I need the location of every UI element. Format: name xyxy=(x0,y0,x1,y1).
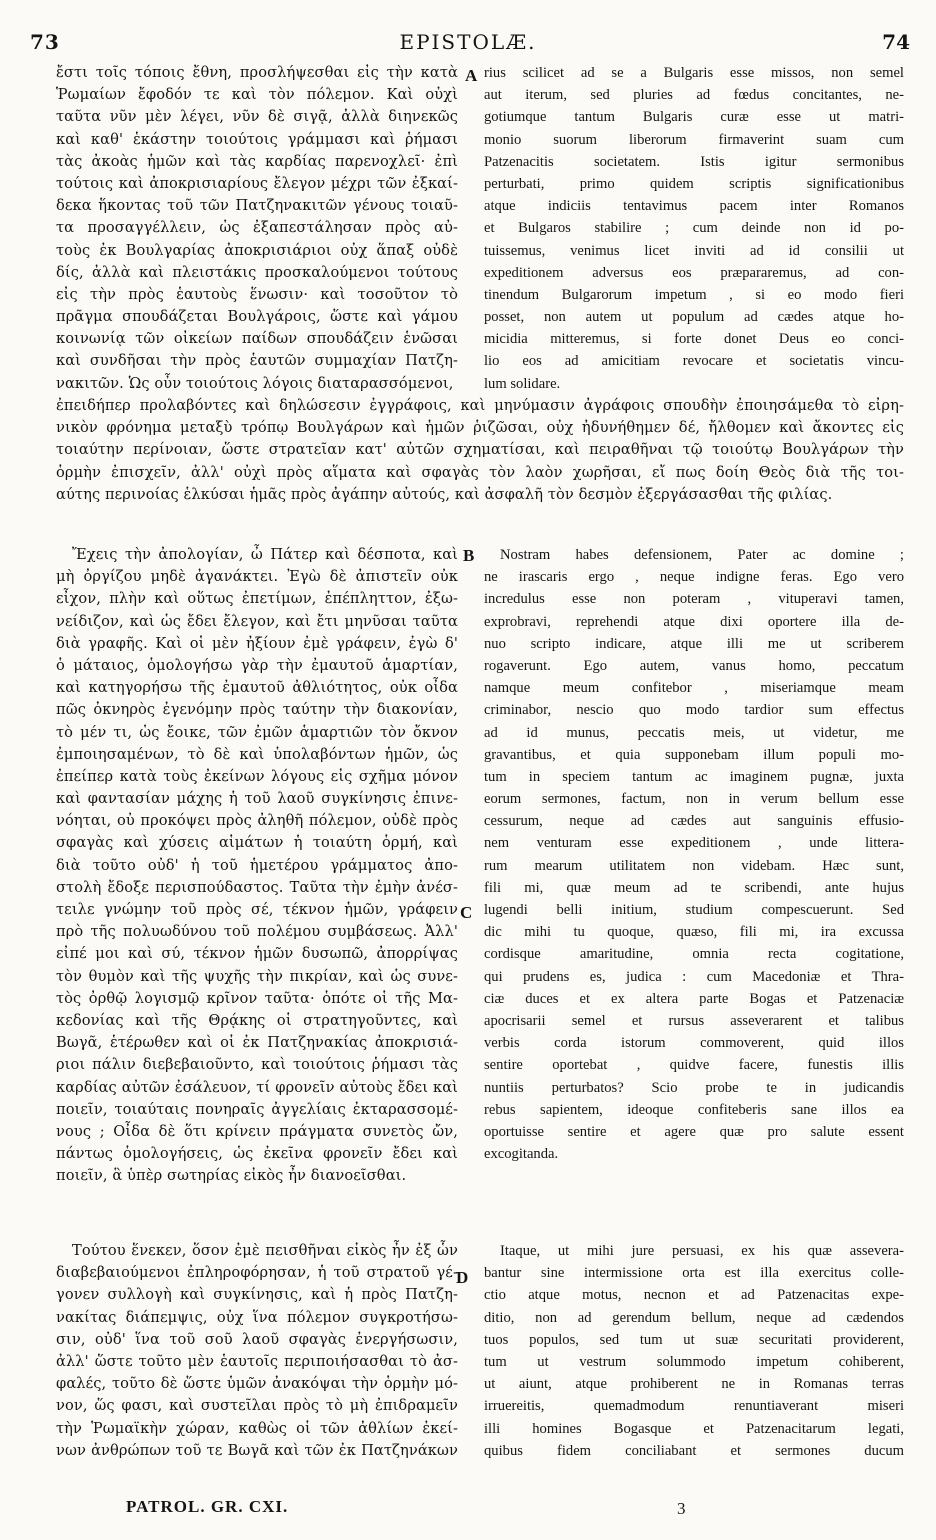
text-line: τὴν Ῥωμαϊκὴν χώραν, καθὼς οἱ τῶν ἀθλίων ἐκεί- xyxy=(56,1419,458,1437)
greek-column-section-bc xyxy=(56,544,458,1187)
text-line: cordisque amaritudine, omnia recta cogitatione, xyxy=(484,946,904,963)
margin-marker-b: B xyxy=(463,546,475,565)
text-line: φαλές, τοῦτο δὲ ὥστε ὑμῶν ἀνακόψαι τὴν ὁρμὴν μό- xyxy=(56,1375,458,1393)
text-line: στολὴ ἔδοξε περισπούδαστος. Ταῦτα τὴν ἐμὴν ἀνέσ- xyxy=(56,878,458,896)
text-line: illi homines Bogasque et Patzenacitarum legati, xyxy=(484,1420,904,1437)
text-line: διαβεβαιούμενοι ἐπληροφόρησαν, ἡ τοῦ στρατοῦ γέ- xyxy=(56,1264,458,1282)
text-line: δεκα ἥκοντας τοῦ τῶν Πατζηνακιτῶν γένους τοιαῦ- xyxy=(56,197,458,215)
text-line: rebus sapientem, ideoque confiteberis sane illos ea xyxy=(484,1101,904,1118)
margin-marker-c: C xyxy=(460,903,473,922)
text-line: ciæ duces et ex altera parte Bogas et Patzenaciæ xyxy=(484,990,904,1007)
text-line: irruereitis, quemadmodum renuntiaverant miseri xyxy=(484,1398,904,1415)
text-line: Patzenacitis societatem. Istis igitur sermonibus xyxy=(484,153,904,170)
text-line: τὰς ἀκοὰς ἡμῶν καὶ τὰς καρδίας παρενοχλεῖ· ἐπὶ xyxy=(56,152,458,170)
text-line: micidia mitteremus, si forte donet Deus eo conci- xyxy=(484,331,904,348)
text-line: posset, non autem ut populum ad cædes atque ho- xyxy=(484,309,904,326)
text-line: διὰ τοῦτο οὐδ' ἡ τοῦ ἡμετέρου γράμματος ἀπο- xyxy=(56,856,458,874)
text-line: rogaverunt. Ego autem, vanus homo, peccatum xyxy=(484,657,904,674)
text-line: Ῥωμαίων ἔφοδόν τε καὶ τὸν πόλεμον. Καὶ οὐχὶ xyxy=(56,86,458,104)
text-line: νακιτῶν. Ὡς οὖν τοιούτοις λόγοις διαταρασσόμενοι, xyxy=(56,374,454,392)
text-line: gravantibus, et quia supponebam illum populi mo- xyxy=(484,746,904,763)
text-line: γονεν συλλογὴ καὶ συγκίνησις, καὶ ἡ πρὸς Πατζη- xyxy=(56,1286,458,1304)
text-line: perturbati, primo quidem scriptis significationibus xyxy=(484,175,904,192)
text-line: εἶχον, πλὴν καὶ οὕτως ἐπετίμων, ἐπέπληττον, ἐξω- xyxy=(56,590,458,608)
text-line: πρὸ τῆς πολυωδύνου τοῦ πολέμου συμβάσεως. Ἀλλ' xyxy=(56,923,458,941)
text-line: πῶς ὀκνηρὸς ἐγενόμην πρὸς ταύτην τὴν διακονίαν, xyxy=(56,701,458,719)
text-line: νικὸν φρόνημα μεταξὺ τρόπῳ Βουλγάρων καὶ ἡμῶν ῥιζῶσαι, οὐχ ἠδυνήθημεν δέ, ἤλθομεν καὶ ἄκοντες εἰς xyxy=(56,419,904,437)
text-line: ταῦτα νῦν μὲν λέγει, νῦν δὲ σιγᾷ, ἀλλὰ διηνεκῶς xyxy=(56,108,458,126)
text-line: lugendi belli initium, studium compescuerunt. Sed xyxy=(484,902,904,918)
text-line: criminabor, nescio quo modo tardior sum effectus xyxy=(484,702,904,719)
text-line: τὸ μέν τι, ὡς ἔοικε, τῶν ἐμῶν ἁμαρτιῶν τὸν ὄκνον xyxy=(56,723,458,741)
latin-column-section-d xyxy=(484,1240,904,1462)
text-line: nem venturam esse expeditionem , unde littera- xyxy=(484,835,904,852)
text-line: ποιεῖν, τοιαύταις πονηραῖς ἀγγελίαις ἐκταρασσομέ- xyxy=(56,1100,458,1118)
text-line: eorum sermones, factum, non in verum bellum esse xyxy=(484,791,904,808)
text-line: exprobravi, reprehendi atque dixi oportere illa de- xyxy=(484,613,904,630)
text-line: ut aiunt, atque prohiberent ne in Romanas terras xyxy=(484,1376,904,1393)
greek-column-section-a xyxy=(56,62,458,395)
margin-marker-d: D xyxy=(456,1268,469,1287)
text-line: πάντως ὁμολογήσεις, ὡς ἐκεῖνα φρονεῖν ἔδει καὶ xyxy=(56,1145,458,1163)
text-line: tuos populos, sed tum ut suæ securitati providerent, xyxy=(484,1331,904,1348)
text-line: νείδιζον, καὶ ὡς ἔδει ἔλεγον, καὶ ἔτι μηνῦσαι ταῦτα xyxy=(56,612,458,630)
text-line: τα προσαγγέλλειν, ὡς ἐξαπεστάλησαν πρὸς αὐ- xyxy=(56,219,458,237)
text-line: Itaque, ut mihi jure persuasi, ex his quæ assevera- xyxy=(500,1243,904,1259)
text-line: τοὺς ἐκ Βουλγαρίας ἀποκρισιάριοι οὐχ ἅπαξ οὐδὲ xyxy=(56,241,458,259)
text-line: et Bulgaros stabilire ; cum deinde non id po- xyxy=(484,220,904,237)
text-line: καὶ κατηγορήσω τῆς ἐμαυτοῦ ἀθλιότητος, οὐκ οἶδα xyxy=(56,679,458,697)
text-line: τὸς ὀρθῷ λογισμῷ κρῖνον ταῦτα· ὁπότε οἱ τῆς Μα- xyxy=(56,989,458,1007)
text-line: Ἔχεις τὴν ἀπολογίαν, ὦ Πάτερ καὶ δέσποτα, καὶ xyxy=(72,546,458,563)
text-line: ἔστι τοῖς τόποις ἔθνη, προσλήψεσθαι εἰς τὴν κατὰ xyxy=(56,64,458,81)
text-line: qui prudens es, judica : cum Macedoniæ et Thra- xyxy=(484,968,904,985)
text-line: διὰ γραφῆς. Καὶ οἱ μὲν ἠξίουν ἐμὲ γράφειν, ἐγὼ δ' xyxy=(56,634,458,652)
greek-column-section-d xyxy=(56,1240,458,1462)
text-line: dic mihi tu quoque, quæso, fili mi, ira excussa xyxy=(484,924,904,941)
text-line: τὸν θυμὸν καὶ τῆς ψυχῆς τὴν πικρίαν, καὶ ὡς συνε- xyxy=(56,967,458,985)
text-line: ριοι πάλιν διεβεβαιοῦντο, καὶ τοιούτοις ῥήμασι τὰς xyxy=(56,1056,458,1074)
text-line: nuo scripto indicare, atque illi me ut scriberem xyxy=(484,635,904,652)
text-line: εἰς τὴν πρὸς ἑαυτοὺς ἕνωσιν· καὶ τοσοῦτον τὸ xyxy=(56,285,458,303)
text-line: atque indiciis tentavimus pacem inter Romanos xyxy=(484,198,904,215)
text-line: apocrisarii semel et rursus asseverarent et talibus xyxy=(484,1012,904,1029)
text-line: ὁ μάταιος, ὁμολογήσω γὰρ τὴν ἐμαυτοῦ ἁμαρτίαν, xyxy=(56,656,458,674)
text-line: αύτης περινοίας ἑλκύσαι ἡμᾶς πρὸς ἀγάπην αὐτούς, καὶ ἀσφαλῆ τὸν δεσμὸν ἐξεργάσασθαι τῆς φιλίας. xyxy=(56,485,833,503)
text-line: καὶ καθ' ἑκάστην τοιούτοις γράμμασι καὶ ῥήμασι xyxy=(56,130,458,148)
text-line: tuissemus, venimus licet inviti ad id consilii ut xyxy=(484,242,904,259)
right-page-number: 74 xyxy=(882,30,910,54)
text-line: ditio, non ad gerendum bellum, neque ad cædendos xyxy=(484,1309,904,1326)
text-line: sentire oportebat , quidve facere, funestis illis xyxy=(484,1057,904,1074)
text-line: καὶ φαντασίαν μάχης ἡ τοῦ λαοῦ συγκίνησις ἐπινε- xyxy=(56,790,458,808)
text-line: ὁρμὴν ἐπισχεῖν, ἀλλ' οὐχὶ πρὸς αἵματα καὶ σφαγὰς τὸν λαὸν χωρῆσαι, εἴ πως δοίη Θεὸς διὰ τῆς τοι- xyxy=(56,463,904,481)
text-line: νόηται, οὐ προκόψει πρὸς ἀληθῆ πόλεμον, οὐδὲ πρὸς xyxy=(56,812,458,830)
latin-column-section-a xyxy=(484,62,904,395)
text-line: rius scilicet ad se a Bulgaris esse missos, non semel xyxy=(484,65,904,81)
text-line: ctio atque motus, necnon et ad Patzenacitas expe- xyxy=(484,1287,904,1304)
latin-column-section-bc xyxy=(484,544,904,1165)
text-line: κοινωνίᾳ τῶν οἰκείων παίδων σπουδάζειν ἑνῶσαι xyxy=(56,330,458,348)
text-line: καρδίας αὐτῶν ἐσάλευον, τί φρονεῖν αὐτοὺς ἔδει καὶ xyxy=(56,1078,458,1096)
text-line: incredulus esse non poteram , vituperavi tamen, xyxy=(484,591,904,608)
text-line: κεδονίας καὶ τῆς Θρᾴκης οἱ στρατηγοῦντες, καὶ xyxy=(56,1011,458,1029)
text-line: εἰπέ μοι καὶ σύ, τέκνον ἡμῶν δυσωπῶ, ἀπορρίψας xyxy=(56,945,458,963)
text-line: oportuisse sentire et agere quæ pro salute essent xyxy=(484,1123,904,1140)
text-line: σιν, οὐδ' ἵνα τοῦ σοῦ λαοῦ σφαγὰς ἐνεργήσωσιν, xyxy=(56,1330,458,1348)
text-line: ἐμποιησαμένων, τὸ δὲ καὶ ὑπολαβόντων ἡμῶν, ὡς xyxy=(56,745,458,763)
text-line: ad id munus, peccatis meis, ut videtur, me xyxy=(484,724,904,741)
text-line: nuntiis perturbatos? Scio probe te in judicandis xyxy=(484,1079,904,1096)
text-line: aut iterum, sed pluries ad fœdus concitantes, ne- xyxy=(484,87,904,104)
text-line: νους ; Οἶδα δὲ ὅτι κρίνειν πράγματα συνετὸς ὤν, xyxy=(56,1122,458,1140)
text-line: ποιεῖν, ἃ ὑπὲρ σωτηρίας εἰκὸς ἦν διανοεῖσθαι. xyxy=(56,1167,407,1185)
text-line: gotiumque tantum Bulgaris curæ esse ut matri- xyxy=(484,109,904,126)
text-line: δίς, ἀλλὰ καὶ πλειστάκις προσκαλούμενοι τούτους xyxy=(56,263,458,281)
text-line: σφαγὰς καὶ χύσεις αἱμάτων ἡ τοιαύτη ὁρμή, καὶ xyxy=(56,834,458,852)
text-line: νων ἀνθρώπων τοῦ τε Βωγᾶ καὶ τῶν ἐκ Πατζηνάκων xyxy=(56,1441,458,1459)
margin-marker-a: A xyxy=(465,66,478,85)
footer-signature-mark: 3 xyxy=(677,1499,686,1518)
text-line: expeditionem adversus eos præpararemus, ad con- xyxy=(484,264,904,281)
text-line: νακίτας διάπεμψις, οὐχ ἵνα πόλεμον συγκροτήσω- xyxy=(56,1308,458,1326)
text-line: rum mearum utilitatem non videbam. Hæc sunt, xyxy=(484,857,904,874)
running-title: EPISTOLÆ. xyxy=(399,30,537,54)
text-line: excogitanda. xyxy=(484,1146,559,1163)
text-line: καὶ συνδῆσαι τὴν πρὸς ἑαυτῶν συμμαχίαν Πατζη- xyxy=(56,352,458,370)
text-line: lum solidare. xyxy=(484,375,561,392)
text-line: tinendum Bulgarorum impetum , si eo modo fieri xyxy=(484,286,904,303)
text-line: νον, ὥς φασι, καὶ συστεῖλαι πρὸς τὸ μὴ ἐπιδραμεῖν xyxy=(56,1397,458,1415)
text-line: fili mi, quæ meum ad te scribendi, ante hujus xyxy=(484,879,904,896)
text-line: τειλε γνώμην τοῦ πρὸς σέ, τέκνον ἡμῶν, γράφειν xyxy=(56,901,458,918)
text-line: cessurum, neque ad cædes aut sanguinis effusio- xyxy=(484,813,904,830)
text-line: tum in speciem tantum ac imaginem pugnæ, juxta xyxy=(484,768,904,785)
text-line: lio eos ad amicitiam revocare et societatis vincu- xyxy=(484,353,904,370)
greek-full-width-passage xyxy=(56,395,904,506)
text-line: bantur sine intermissione orta est illa exercitus colle- xyxy=(484,1265,904,1282)
text-line: ne irascaris ergo , neque indigne feras. Ego vero xyxy=(484,569,904,586)
text-line: verbis corda istorum commoverent, quid illos xyxy=(484,1035,904,1052)
text-line: μὴ ὀργίζου μηδὲ ἀγανάκτει. Ἐγὼ δὲ ἀπιστεῖν οὐκ xyxy=(56,568,458,586)
text-line: πρᾶγμα σπουδάζεται Βουλγάροις, ὥστε καὶ γάμου xyxy=(56,308,458,326)
text-line: ἀλλ' ὥστε τοῦτο μὲν ἑαυτοῖς περιποιήσασθαι τὸ ἀσ- xyxy=(56,1352,458,1370)
text-line: ἐπείπερ κατὰ τοὺς ἐκείνων λόγους εἰς σχῆμα μόνον xyxy=(56,767,458,785)
text-line: τοιαύτην περίνοιαν, ὥστε στρατεῖαν κατ' αὐτῶν σχηματίσαι, καὶ πειραθῆναι τῷ τοιούτῳ Βουλγάρων τὴν xyxy=(56,441,904,459)
text-line: Βωγᾶ, ἑτέρωθεν καὶ οἱ ἐκ Πατζηνακίας ἀποκρισιά- xyxy=(56,1034,458,1052)
left-page-number: 73 xyxy=(30,30,60,54)
text-line: tum ut vestrum solummodo impetum cohiberent, xyxy=(484,1353,904,1370)
text-line: τούτοις καὶ ἀποκρισιαρίους ἔλεγον μέχρι τῶν ἐξκαί- xyxy=(56,174,458,192)
footer-collection-reference: PATROL. GR. CXI. xyxy=(126,1497,289,1516)
text-line: ἐπειδήπερ προλαβόντες καὶ δηλώσεσιν ἐγγράφοις, καὶ μηνύμασιν ἀγράφοις σπουδὴν ἐποιησάμεθα τὸ εἰρη- xyxy=(56,397,904,414)
text-line: namque meum confitebor , miseriamque meam xyxy=(484,680,904,697)
text-line: quibus fidem conciliabant et sermones ducum xyxy=(484,1442,904,1459)
text-line: Nostram habes defensionem, Pater ac domine ; xyxy=(500,547,904,563)
text-line: monio suorum liberorum firmaverint suam cum xyxy=(484,131,904,148)
text-line: Τούτου ἕνεκεν, ὅσον ἐμὲ πεισθῆναι εἰκὸς ἦν ἐξ ὧν xyxy=(72,1242,458,1259)
